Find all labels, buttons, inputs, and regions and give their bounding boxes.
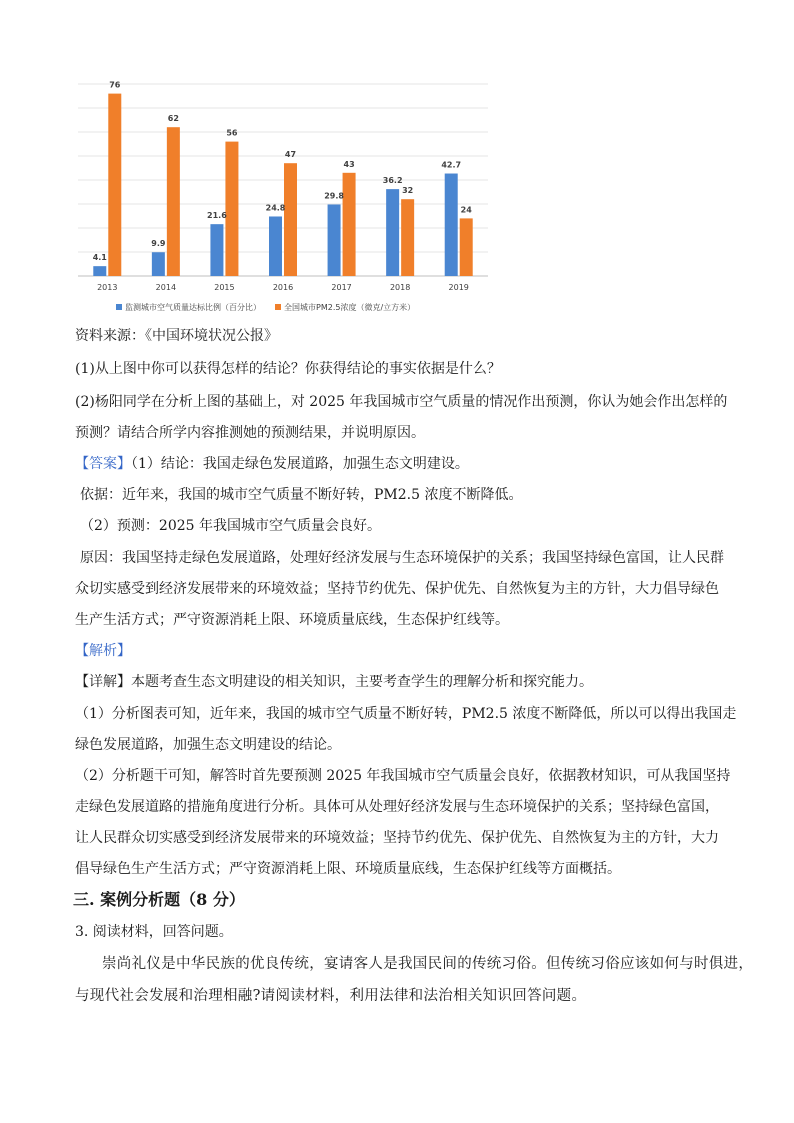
question-3: 3. 阅读材料，回答问题。 <box>75 924 233 940</box>
answer-1: （1）结论：我国走绿色发展道路，加强生态文明建设。 <box>131 456 469 472</box>
data-label: 9.9 <box>151 239 166 249</box>
chart-bars <box>93 94 472 276</box>
bar-chart <box>78 74 498 320</box>
data-label: 36.2 <box>382 176 403 186</box>
bar <box>386 189 399 276</box>
bar <box>225 142 238 276</box>
x-tick-label: 2013 <box>97 283 118 292</box>
detail-2-line-4: 倡导绿色生产生活方式；严守资源消耗上限、环境质量底线，生态保护红线等方面概括。 <box>75 861 621 877</box>
answer-2: （2）预测：2025 年我国城市空气质量会良好。 <box>80 518 381 534</box>
legend-swatch <box>116 304 122 310</box>
question-2-line-1: (2)杨阳同学在分析上图的基础上，对 2025 年我国城市空气质量的情况作出预测，你认为她会作出怎样的 <box>75 394 728 410</box>
bar <box>93 266 106 276</box>
bar <box>210 224 223 276</box>
legend-entry: 监测城市空气质量达标比例（百分比） <box>125 303 261 312</box>
answer-tag: 【答案】 <box>75 456 131 472</box>
data-label: 43 <box>343 159 355 169</box>
chart-legend <box>116 302 415 312</box>
detail-2-line-2: 走绿色发展道路的措施角度进行分析。具体可从处理好经济发展与生态环境保护的关系；坚持绿色富国， <box>75 799 719 815</box>
data-label: 24 <box>460 205 472 215</box>
bar <box>401 199 414 276</box>
data-label: 32 <box>402 186 414 196</box>
data-label: 29.8 <box>324 191 344 201</box>
data-label: 24.8 <box>265 203 286 213</box>
data-label: 76 <box>109 80 121 90</box>
detail-intro: 【详解】本题考查生态文明建设的相关知识，主要考查学生的理解分析和探究能力。 <box>75 674 593 690</box>
bar <box>445 174 458 276</box>
question-1: (1)从上图中你可以获得怎样的结论？你获得结论的事实依据是什么？ <box>75 361 501 377</box>
x-tick-label: 2017 <box>331 283 352 292</box>
detail-2-line-3: 让人民群众切实感受到经济发展带来的环境效益；坚持节约优先、保护优先、自然恢复为主的方针，大力 <box>75 830 719 846</box>
bar <box>328 204 341 276</box>
chart-gridlines <box>78 84 488 276</box>
analysis-tag: 【解析】 <box>75 643 131 659</box>
detail-2-line-1: （2）分析题干可知，解答时首先要预测 2025 年我国城市空气质量会良好，依据教材知识，可从我国坚持 <box>75 768 731 784</box>
answer-row <box>75 454 469 474</box>
bar <box>269 216 282 276</box>
x-tick-label: 2019 <box>448 283 469 292</box>
chart-x-tick-labels <box>97 283 469 292</box>
question-2-line-2: 预测？请结合所学内容推测她的预测结果，并说明原因。 <box>75 425 425 441</box>
answer-reason-line-3: 生产生活方式；严守资源消耗上限、环境质量底线，生态保护红线等。 <box>75 612 509 628</box>
legend-entry: 全国城市PM2.5浓度（微克/立方米） <box>284 303 416 312</box>
bar <box>108 94 121 276</box>
data-label: 47 <box>284 150 297 160</box>
detail-1-line-2: 绿色发展道路，加强生态文明建设的结论。 <box>75 737 341 753</box>
bar <box>343 173 356 276</box>
answer-basis: 依据：近年来，我国的城市空气质量不断好转，PM2.5 浓度不断降低。 <box>80 487 523 503</box>
data-label: 4.1 <box>92 253 107 263</box>
bar <box>284 163 297 276</box>
answer-reason-line-1: 原因：我国坚持走绿色发展道路，处理好经济发展与生态环境保护的关系；我国坚持绿色富国，让人民群 <box>80 550 724 566</box>
detail-1-line-1: （1）分析图表可知，近年来，我国的城市空气质量不断好转，PM2.5 浓度不断降低，所以可以得出我国走 <box>75 706 737 722</box>
bar <box>167 127 180 276</box>
x-tick-label: 2018 <box>389 283 411 292</box>
material-line-2: 与现代社会发展和治理相融?请阅读材料，利用法律和法治相关知识回答问题。 <box>75 988 587 1004</box>
section-3-title: 三. 案例分析题（8 分） <box>73 890 245 909</box>
source-note: 资料来源：《中国环境状况公报》 <box>75 328 278 344</box>
data-label: 42.7 <box>441 160 462 170</box>
x-tick-label: 2014 <box>155 283 177 292</box>
material-line-1: 崇尚礼仪是中华民族的优良传统，宴请客人是我国民间的传统习俗。但传统习俗应该如何与时俱进， <box>102 956 754 972</box>
legend-swatch <box>275 304 281 310</box>
data-label: 56 <box>226 128 238 138</box>
x-tick-label: 2016 <box>272 283 294 292</box>
data-label: 62 <box>167 114 179 124</box>
data-label: 21.6 <box>207 211 227 221</box>
answer-reason-line-2: 众切实感受到经济发展带来的环境效益；坚持节约优先、保护优先、自然恢复为主的方针，大力倡导绿色 <box>75 581 719 597</box>
x-tick-label: 2015 <box>214 283 235 292</box>
bar <box>152 252 165 276</box>
bar <box>460 218 473 276</box>
